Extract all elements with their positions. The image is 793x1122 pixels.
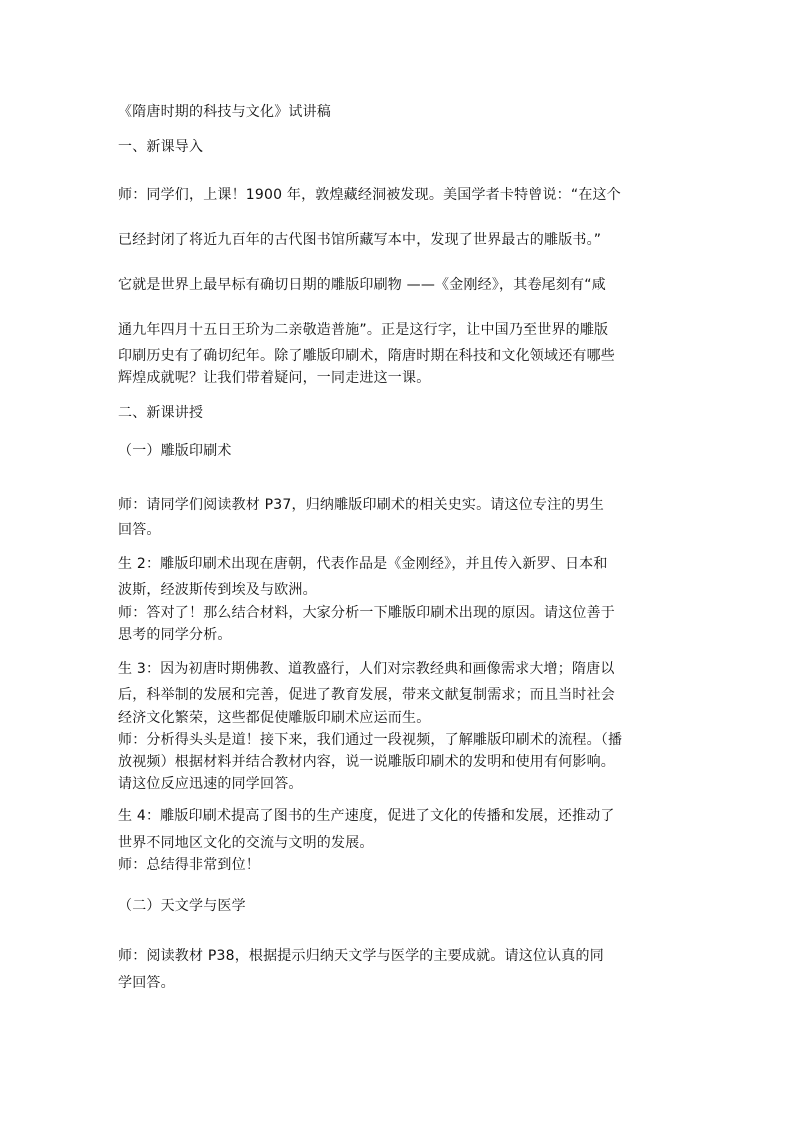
section-heading-lecture: 二、新课讲授 — [118, 405, 204, 421]
paragraph-line: 经济文化繁荣，这些都促使雕版印刷术应运而生。 — [118, 710, 431, 726]
paragraph-line: 师：总结得非常到位！ — [118, 857, 260, 873]
paragraph-line: 师：分析得头头是道！接下来，我们通过一段视频，了解雕版印刷术的流程。（播 — [118, 732, 623, 748]
paragraph-line: 波斯，经波斯传到埃及与欧洲。 — [118, 582, 317, 598]
paragraph-line: 世界不同地区文化的交流与文明的发展。 — [118, 835, 374, 851]
subsection-heading-astronomy: （二）天文学与医学 — [118, 898, 246, 914]
paragraph-line: 生 4：雕版印刷术提高了图书的生产速度，促进了文化的传播和发展，还推动了 — [118, 808, 615, 824]
paragraph-line: 通九年四月十五日王玠为二亲敬造普施”。正是这行字，让中国乃至世界的雕版 — [118, 322, 609, 338]
paragraph-line: 生 3：因为初唐时期佛教、道教盛行，人们对宗教经典和画像需求大增；隋唐以 — [118, 661, 615, 677]
paragraph-line: 师：同学们，上课！1900 年，敦煌藏经洞被发现。美国学者卡特曾说：“在这个 — [118, 187, 621, 203]
section-heading-intro: 一、新课导入 — [118, 139, 204, 155]
paragraph-line: 后，科举制的发展和完善，促进了教育发展，带来文献复制需求；而且当时社会 — [118, 687, 615, 703]
paragraph-line: 回答。 — [118, 522, 161, 538]
paragraph-line: 它就是世界上最早标有确切日期的雕版印刷物 ——《金刚经》，其卷尾刻有“咸 — [118, 277, 606, 293]
paragraph-line: 师：请同学们阅读教材 P37，归纳雕版印刷术的相关史实。请这位专注的男生 — [118, 497, 604, 513]
paragraph-line: 放视频）根据材料并结合教材内容，说一说雕版印刷术的发明和使用有何影响。 — [118, 754, 615, 770]
paragraph-line: 师：答对了！那么结合材料，大家分析一下雕版印刷术出现的原因。请这位善于 — [118, 605, 615, 621]
subsection-heading-printing: （一）雕版印刷术 — [118, 443, 232, 459]
paragraph-line: 生 2：雕版印刷术出现在唐朝，代表作品是《金刚经》，并且传入新罗、日本和 — [118, 556, 608, 572]
paragraph-line: 已经封闭了将近九百年的古代图书馆所藏写本中，发现了世界最古的雕版书。” — [118, 232, 602, 248]
paragraph-line: 思考的同学分析。 — [118, 627, 232, 643]
paragraph-line: 学回答。 — [118, 975, 175, 991]
paragraph-line: 辉煌成就呢？让我们带着疑问，一同走进这一课。 — [118, 370, 431, 386]
paragraph-line: 师：阅读教材 P38，根据提示归纳天文学与医学的主要成就。请这位认真的同 — [118, 948, 604, 964]
paragraph-line: 印刷历史有了确切纪年。除了雕版印刷术，隋唐时期在科技和文化领域还有哪些 — [118, 348, 615, 364]
document-title: 《隋唐时期的科技与文化》试讲稿 — [118, 104, 331, 120]
paragraph-line: 请这位反应迅速的同学回答。 — [118, 776, 303, 792]
